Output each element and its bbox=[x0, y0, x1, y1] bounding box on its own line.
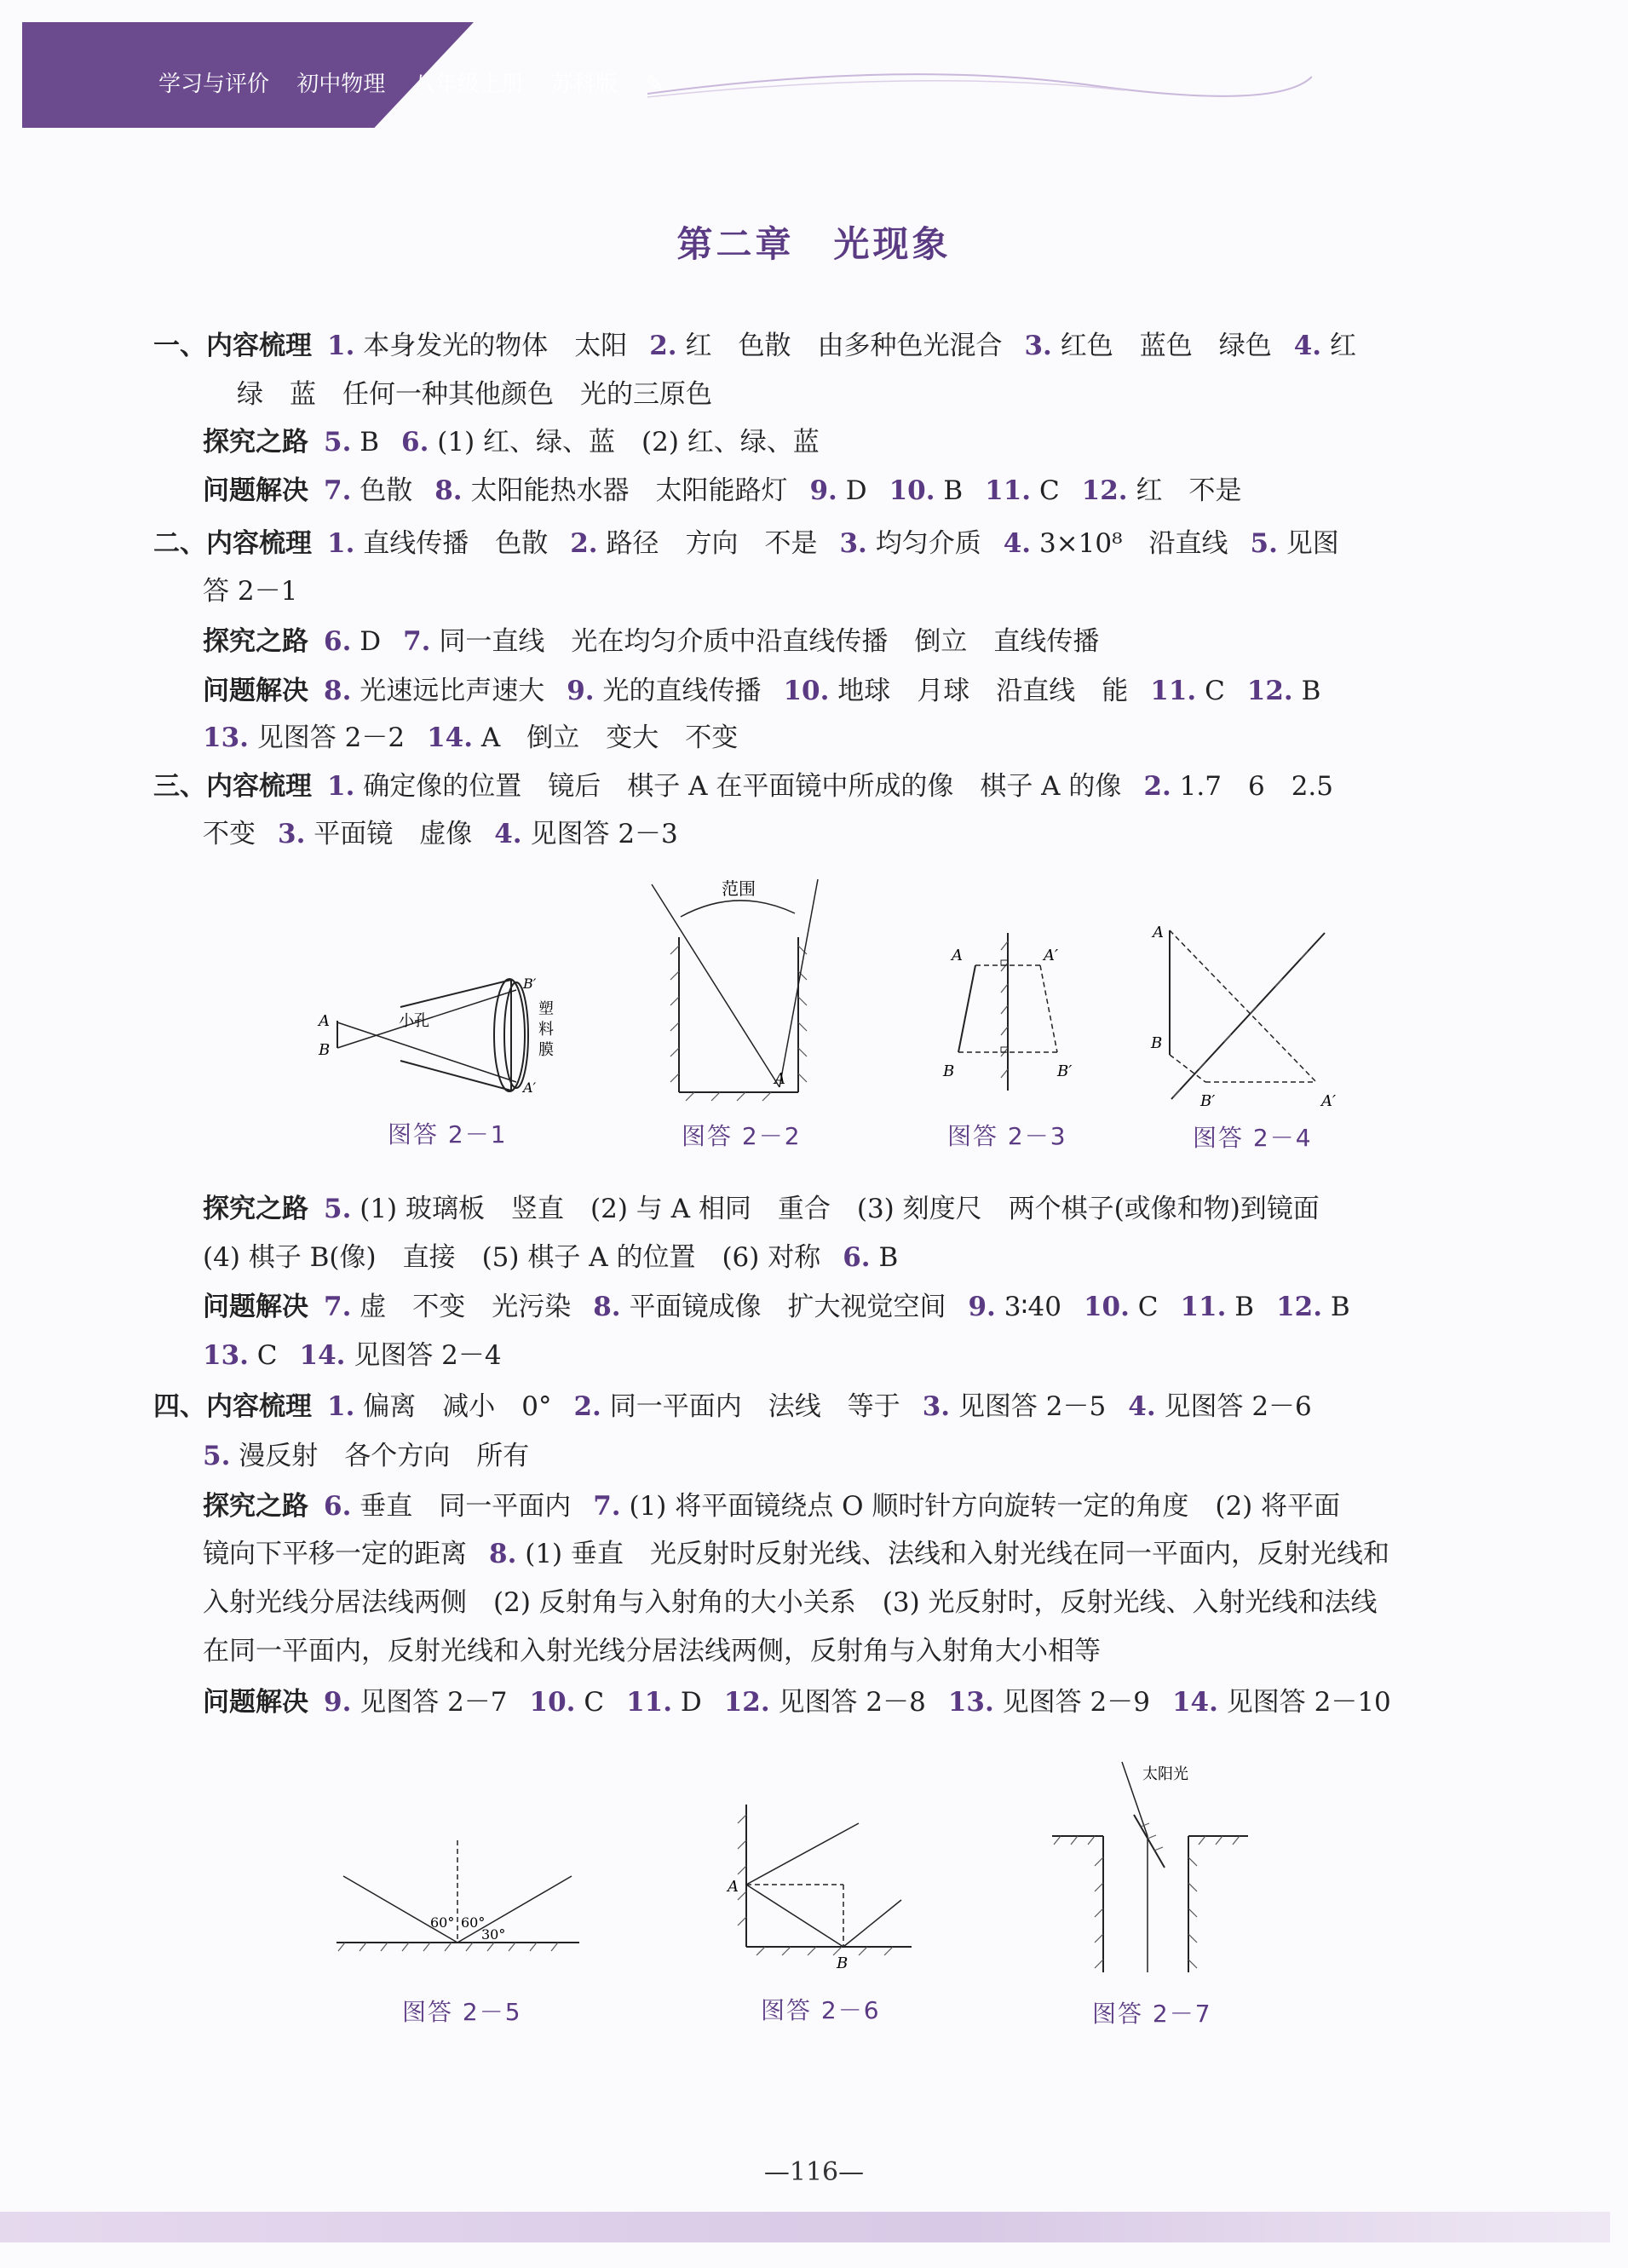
footer-strip bbox=[0, 2212, 1610, 2242]
crumb-4: 苏科版 bbox=[550, 72, 618, 97]
figure-2-6 bbox=[722, 1798, 918, 1977]
answer-line bbox=[203, 1684, 1391, 1720]
answer-text: 均匀介质 bbox=[875, 528, 981, 559]
answer-line bbox=[153, 328, 1356, 364]
answer-text: (1) 红、绿、蓝 (2) 红、绿、蓝 bbox=[437, 427, 820, 458]
label-a: A bbox=[728, 1878, 739, 1896]
question-number: 1. bbox=[327, 331, 355, 361]
question-number: 9. bbox=[324, 1687, 352, 1718]
answer-text: (1) 垂直 光反射时反射光线、法线和入射光线在同一平面内，反射光线和 bbox=[525, 1539, 1389, 1569]
question-number: 8. bbox=[593, 1292, 621, 1322]
header-swoosh bbox=[647, 51, 1312, 102]
question-number: 6. bbox=[843, 1242, 871, 1273]
caption-2-4: 图答 2－4 bbox=[1193, 1124, 1313, 1152]
answer-text: 见图答 2－3 bbox=[530, 819, 678, 849]
answer-text: B bbox=[943, 475, 964, 506]
answer-text: 见图答 2－7 bbox=[360, 1687, 508, 1718]
question-number: 12. bbox=[1246, 676, 1293, 706]
answer-line bbox=[203, 473, 1241, 509]
answer-text: 见图答 2－4 bbox=[354, 1340, 502, 1371]
answer-text: 同一直线 光在均匀介质中沿直线传播 倒立 直线传播 bbox=[439, 626, 1100, 657]
section-label: 探究之路 bbox=[203, 1194, 308, 1224]
question-number: 3. bbox=[1024, 331, 1052, 361]
answer-line bbox=[203, 720, 738, 756]
section-label: 探究之路 bbox=[203, 1491, 308, 1522]
answer-text: 太阳能热水器 太阳能路灯 bbox=[470, 475, 788, 506]
question-number: 9. bbox=[968, 1292, 996, 1322]
answer-line bbox=[203, 1289, 1350, 1325]
answer-text: 本身发光的物体 太阳 bbox=[363, 331, 628, 361]
caption-2-1: 图答 2－1 bbox=[388, 1120, 508, 1148]
answer-text: 红 bbox=[1329, 331, 1356, 361]
answer-text: C bbox=[1038, 475, 1060, 506]
answer-text: 绿 蓝 任何一种其他颜色 光的三原色 bbox=[237, 379, 712, 410]
figure-2-1 bbox=[315, 954, 562, 1108]
answer-text: 垂直 同一平面内 bbox=[360, 1491, 572, 1522]
answer-text: 红 不是 bbox=[1136, 475, 1242, 506]
section-label: 三、内容梳理 bbox=[153, 771, 312, 802]
label-film-1: 塑 bbox=[538, 1000, 554, 1018]
question-number: 10. bbox=[889, 475, 935, 506]
answer-line bbox=[203, 1338, 502, 1373]
answer-text: 见图答 2－5 bbox=[958, 1391, 1107, 1422]
answer-text: 路径 方向 不是 bbox=[606, 528, 818, 559]
label-angle-3: 30° bbox=[481, 1926, 506, 1943]
answer-line bbox=[203, 1438, 529, 1474]
answer-text: 3×10⁸ 沿直线 bbox=[1038, 528, 1228, 559]
question-number: 6. bbox=[324, 626, 352, 657]
question-number: 7. bbox=[324, 475, 352, 506]
answer-text: C bbox=[1205, 676, 1225, 706]
crumb-2: 初中物理 bbox=[296, 72, 386, 97]
answer-text: 光的直线传播 bbox=[602, 676, 762, 706]
question-number: 1. bbox=[327, 771, 355, 802]
answer-text: 3∶40 bbox=[1004, 1292, 1061, 1322]
answer-text: 见图答 2－8 bbox=[778, 1687, 926, 1718]
figure-2-2 bbox=[643, 869, 831, 1116]
question-number: 12. bbox=[723, 1687, 770, 1718]
label-sunlight: 太阳光 bbox=[1142, 1765, 1188, 1783]
answer-text: 入射光线分居法线两侧 (2) 反射角与入射角的大小关系 (3) 光反射时，反射光线、入射光线和法线 bbox=[203, 1587, 1378, 1618]
question-number: 4. bbox=[494, 819, 522, 849]
question-number: 3. bbox=[922, 1391, 951, 1422]
caption-2-2: 图答 2－2 bbox=[682, 1122, 802, 1150]
question-number: 7. bbox=[403, 626, 431, 657]
question-number: 4. bbox=[1293, 331, 1322, 361]
figure-2-4 bbox=[1146, 920, 1346, 1112]
label-angle-2: 60° bbox=[461, 1914, 486, 1931]
question-number: 13. bbox=[203, 722, 249, 753]
label-a: A bbox=[774, 1070, 785, 1088]
answer-text: D bbox=[360, 626, 382, 657]
answer-text: 虚 不变 光污染 bbox=[360, 1292, 572, 1322]
caption-2-3: 图答 2－3 bbox=[947, 1122, 1067, 1150]
question-number: 3. bbox=[278, 819, 306, 849]
answer-line bbox=[153, 1389, 1312, 1425]
answer-text: 平面镜成像 扩大视觉空间 bbox=[629, 1292, 946, 1322]
page-number: —116— bbox=[763, 2157, 865, 2187]
answer-text: B bbox=[360, 427, 380, 458]
label-ap: A′ bbox=[523, 1079, 537, 1096]
answer-text: C bbox=[1137, 1292, 1159, 1322]
question-number: 12. bbox=[1081, 475, 1128, 506]
label-range: 范围 bbox=[722, 878, 756, 899]
question-number: 14. bbox=[299, 1340, 346, 1371]
answer-text: D bbox=[845, 475, 867, 506]
label-ap: A′ bbox=[1044, 947, 1059, 964]
answer-text: B bbox=[878, 1242, 899, 1273]
question-number: 9. bbox=[809, 475, 837, 506]
answer-text: 见图答 2－6 bbox=[1164, 1391, 1312, 1422]
question-number: 1. bbox=[327, 528, 355, 559]
section-label: 问题解决 bbox=[203, 475, 308, 506]
question-number: 2. bbox=[573, 1391, 601, 1422]
answer-text: (1) 将平面镜绕点 O 顺时针方向旋转一定的角度 (2) 将平面 bbox=[629, 1491, 1341, 1522]
answer-text: 见图答 2－2 bbox=[256, 722, 406, 753]
question-number: 6. bbox=[401, 427, 429, 458]
question-number: 4. bbox=[1128, 1391, 1156, 1422]
answer-text: (4) 棋子 B(像) 直接 (5) 棋子 A 的位置 (6) 对称 bbox=[203, 1242, 821, 1273]
question-number: 11. bbox=[1180, 1292, 1227, 1322]
answer-text: 漫反射 各个方向 所有 bbox=[239, 1441, 530, 1471]
section-label: 四、内容梳理 bbox=[153, 1391, 312, 1422]
figure-2-7 bbox=[1044, 1755, 1257, 1985]
answer-line bbox=[203, 1633, 1101, 1669]
label-bp: B′ bbox=[523, 976, 537, 992]
answer-text: C bbox=[256, 1340, 278, 1371]
question-number: 13. bbox=[947, 1687, 994, 1718]
question-number: 8. bbox=[489, 1539, 517, 1569]
answer-text: (1) 玻璃板 竖直 (2) 与 A 相同 重合 (3) 刻度尺 两个棋子(或像和物)到镜面 bbox=[360, 1194, 1320, 1224]
label-film-3: 膜 bbox=[538, 1041, 554, 1059]
question-number: 10. bbox=[783, 676, 830, 706]
crumb-1: 学习与评价 bbox=[158, 72, 270, 97]
answer-text: 光速远比声速大 bbox=[360, 676, 545, 706]
question-number: 4. bbox=[1003, 528, 1032, 559]
question-number: 5. bbox=[324, 1194, 352, 1224]
answer-text: 确定像的位置 镜后 棋子 A 在平面镜中所成的像 棋子 A 的像 bbox=[363, 771, 1122, 802]
answer-line bbox=[203, 1191, 1320, 1227]
answer-line bbox=[153, 768, 1333, 804]
section-label: 问题解决 bbox=[203, 1292, 308, 1322]
answer-text: 红色 蓝色 绿色 bbox=[1060, 331, 1272, 361]
question-number: 5. bbox=[1250, 528, 1278, 559]
label-bp: B′ bbox=[1057, 1062, 1073, 1080]
pen-icon: ✎ bbox=[645, 72, 664, 97]
section-label: 问题解决 bbox=[203, 1687, 308, 1718]
question-number: 14. bbox=[1171, 1687, 1218, 1718]
label-hole: 小孔 bbox=[399, 1012, 429, 1030]
answer-line bbox=[237, 377, 712, 412]
section-label: 探究之路 bbox=[203, 626, 308, 657]
label-film-2: 料 bbox=[538, 1021, 554, 1039]
section-label: 问题解决 bbox=[203, 676, 308, 706]
question-number: 11. bbox=[985, 475, 1032, 506]
answer-line bbox=[203, 424, 820, 460]
question-number: 1. bbox=[327, 1391, 355, 1422]
label-a: A bbox=[952, 947, 963, 964]
label-b: B bbox=[943, 1062, 955, 1080]
section-label: 一、内容梳理 bbox=[153, 331, 312, 361]
breadcrumb bbox=[158, 66, 664, 98]
question-number: 9. bbox=[567, 676, 595, 706]
answer-text: D bbox=[680, 1687, 702, 1718]
answer-text: B bbox=[1234, 1292, 1255, 1322]
answer-text: 同一平面内 法线 等于 bbox=[609, 1391, 900, 1422]
figure-2-5 bbox=[337, 1832, 584, 1968]
question-number: 10. bbox=[1083, 1292, 1130, 1322]
answer-line bbox=[203, 1536, 1389, 1572]
answer-text: C bbox=[584, 1687, 605, 1718]
answer-text: 见图 bbox=[1286, 528, 1339, 559]
label-angle-1: 60° bbox=[430, 1914, 455, 1931]
label-b: B bbox=[837, 1954, 849, 1972]
label-b: B bbox=[319, 1041, 331, 1059]
question-number: 2. bbox=[570, 528, 598, 559]
answer-text: 红 色散 由多种色光混合 bbox=[685, 331, 1003, 361]
question-number: 6. bbox=[324, 1491, 352, 1522]
question-number: 7. bbox=[593, 1491, 621, 1522]
page-title: 第二章 光现象 bbox=[676, 223, 952, 265]
answer-line bbox=[203, 1240, 898, 1275]
question-number: 11. bbox=[626, 1687, 673, 1718]
answer-text: 见图答 2－9 bbox=[1002, 1687, 1150, 1718]
question-number: 7. bbox=[324, 1292, 352, 1322]
section-label: 二、内容梳理 bbox=[153, 528, 312, 559]
question-number: 12. bbox=[1276, 1292, 1322, 1322]
question-number: 13. bbox=[203, 1340, 249, 1371]
answer-line bbox=[203, 673, 1320, 709]
label-bp: B′ bbox=[1200, 1092, 1216, 1110]
answer-text: 见图答 2－10 bbox=[1226, 1687, 1391, 1718]
question-number: 5. bbox=[203, 1441, 231, 1471]
answer-text: 直线传播 色散 bbox=[363, 528, 549, 559]
question-number: 2. bbox=[649, 331, 677, 361]
answer-text: 平面镜 虚像 bbox=[314, 819, 473, 849]
answer-line bbox=[203, 816, 678, 852]
question-number: 11. bbox=[1150, 676, 1197, 706]
answer-text: 地球 月球 沿直线 能 bbox=[837, 676, 1129, 706]
question-number: 3. bbox=[839, 528, 867, 559]
question-number: 8. bbox=[324, 676, 352, 706]
answer-line bbox=[203, 1585, 1378, 1620]
answer-text: B bbox=[1330, 1292, 1350, 1322]
section-label: 探究之路 bbox=[203, 427, 308, 458]
label-b: B bbox=[1151, 1034, 1163, 1052]
question-number: 14. bbox=[427, 722, 474, 753]
answer-text: 镜向下平移一定的距离 bbox=[203, 1539, 467, 1569]
label-a: A bbox=[1153, 924, 1164, 941]
answer-line bbox=[203, 573, 297, 609]
crumb-3: 八年级上册 bbox=[412, 72, 524, 97]
question-number: 10. bbox=[529, 1687, 576, 1718]
answer-text: 1.7 6 2.5 bbox=[1179, 771, 1333, 802]
label-a: A bbox=[319, 1012, 330, 1030]
answer-text: 色散 bbox=[360, 475, 413, 506]
question-number: 5. bbox=[324, 427, 352, 458]
figure-2-3 bbox=[933, 924, 1086, 1103]
answer-text: 偏离 减小 0° bbox=[363, 1391, 552, 1422]
answer-text: 不变 bbox=[203, 819, 256, 849]
question-number: 2. bbox=[1143, 771, 1171, 802]
caption-2-5: 图答 2－5 bbox=[402, 1998, 522, 2026]
caption-2-6: 图答 2－6 bbox=[761, 1996, 881, 2024]
answer-line bbox=[203, 624, 1099, 659]
question-number: 8. bbox=[434, 475, 463, 506]
label-ap: A′ bbox=[1321, 1092, 1337, 1110]
answer-text: B bbox=[1301, 676, 1321, 706]
answer-line bbox=[153, 526, 1339, 561]
answer-text: A 倒立 变大 不变 bbox=[480, 722, 739, 753]
answer-text: 答 2－1 bbox=[203, 576, 298, 607]
answer-line bbox=[203, 1488, 1340, 1524]
caption-2-7: 图答 2－7 bbox=[1092, 2000, 1212, 2028]
answer-text: 在同一平面内，反射光线和入射光线分居法线两侧，反射角与入射角大小相等 bbox=[203, 1636, 1101, 1666]
